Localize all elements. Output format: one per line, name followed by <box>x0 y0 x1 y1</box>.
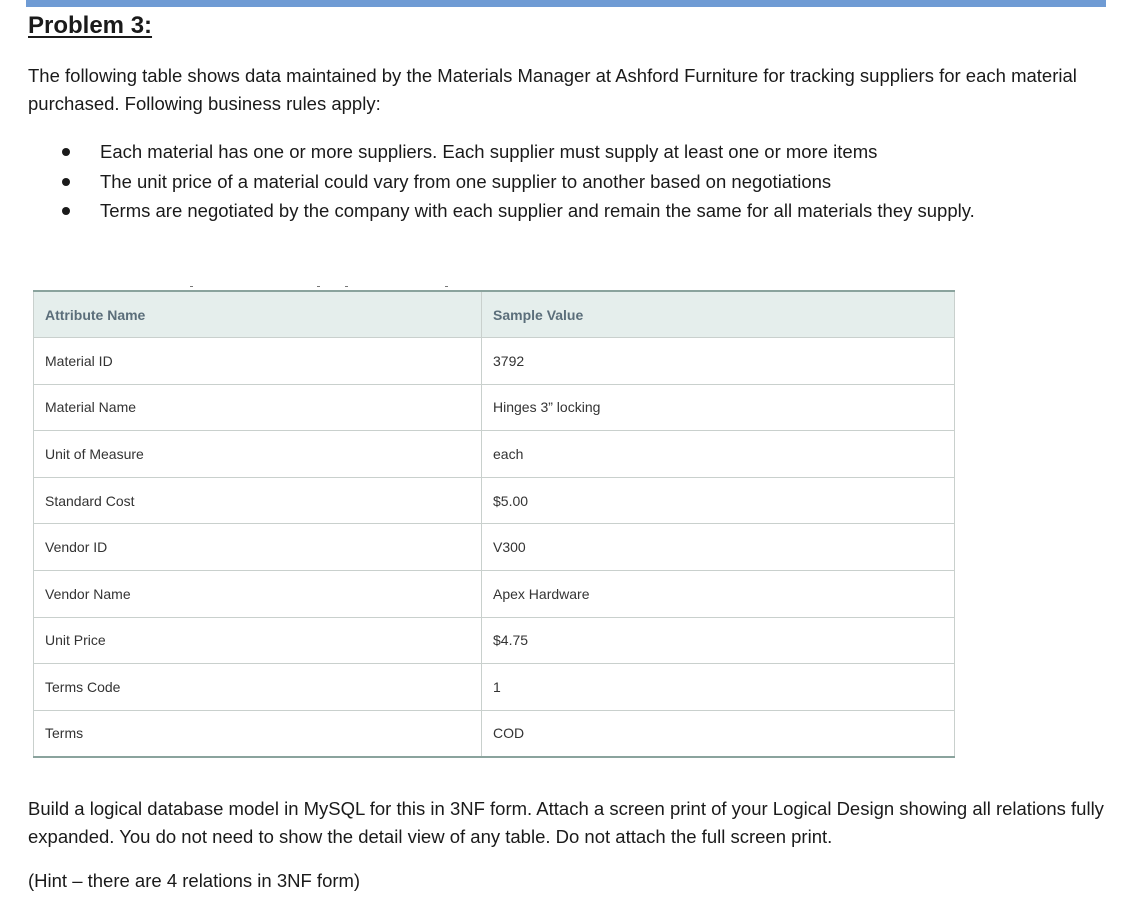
business-rule-item <box>60 137 975 167</box>
stray-dash-marks <box>190 286 460 289</box>
sample-value-cell: COD <box>482 710 955 757</box>
sample-value-cell: $4.75 <box>482 617 955 664</box>
table-row <box>34 338 955 385</box>
business-rules-list <box>60 137 975 226</box>
table-row <box>34 524 955 571</box>
problem-title: Problem 3: <box>28 12 153 39</box>
instructions-paragraph: Build a logical database model in MySQL for this in 3NF form. Attach a screen print of your Logical Design showing all relations fully expanded. You do not need to show the detail view of any table. Do not attach the full screen print. <box>28 798 1104 847</box>
table-row <box>34 384 955 431</box>
attribute-name-cell: Terms Code <box>34 664 482 711</box>
business-rule-item <box>60 167 975 197</box>
business-rule-text: Terms are negotiated by the company with each supplier and remain the same for all materials they supply. <box>100 200 975 221</box>
bullet-icon <box>62 207 70 215</box>
attribute-name-cell: Vendor ID <box>34 524 482 571</box>
attribute-table <box>33 290 955 758</box>
business-rule-text: Each material has one or more suppliers. Each supplier must supply at least one or more items <box>100 141 878 162</box>
intro-paragraph: The following table shows data maintained by the Materials Manager at Ashford Furniture for tracking suppliers for each material purchased. Following business rules apply: <box>28 65 1077 114</box>
attribute-name-cell: Vendor Name <box>34 571 482 618</box>
table-row <box>34 710 955 757</box>
table-header-row <box>34 291 955 338</box>
table-row <box>34 477 955 524</box>
column-header-attribute-name: Attribute Name <box>34 291 482 338</box>
sample-value-cell: 3792 <box>482 338 955 385</box>
attribute-name-cell: Unit Price <box>34 617 482 664</box>
table-row <box>34 571 955 618</box>
sample-value-cell: Apex Hardware <box>482 571 955 618</box>
sample-value-cell: $5.00 <box>482 477 955 524</box>
attribute-name-cell: Unit of Measure <box>34 431 482 478</box>
hint-text: (Hint – there are 4 relations in 3NF form) <box>28 870 361 891</box>
sample-value-cell: V300 <box>482 524 955 571</box>
table-row <box>34 431 955 478</box>
sample-value-cell: Hinges 3” locking <box>482 384 955 431</box>
business-rule-text: The unit price of a material could vary from one supplier to another based on negotiations <box>100 170 832 192</box>
bullet-icon <box>62 148 70 156</box>
bullet-icon <box>62 178 70 186</box>
attribute-name-cell: Material Name <box>34 384 482 431</box>
column-header-sample-value: Sample Value <box>482 291 955 338</box>
attribute-name-cell: Standard Cost <box>34 477 482 524</box>
table-row <box>34 664 955 711</box>
attribute-name-cell: Terms <box>34 710 482 757</box>
top-border-rule <box>26 0 1106 7</box>
sample-value-cell: 1 <box>482 664 955 711</box>
attribute-name-cell: Material ID <box>34 338 482 385</box>
business-rule-item <box>60 196 975 226</box>
table-row <box>34 617 955 664</box>
sample-value-cell: each <box>482 431 955 478</box>
